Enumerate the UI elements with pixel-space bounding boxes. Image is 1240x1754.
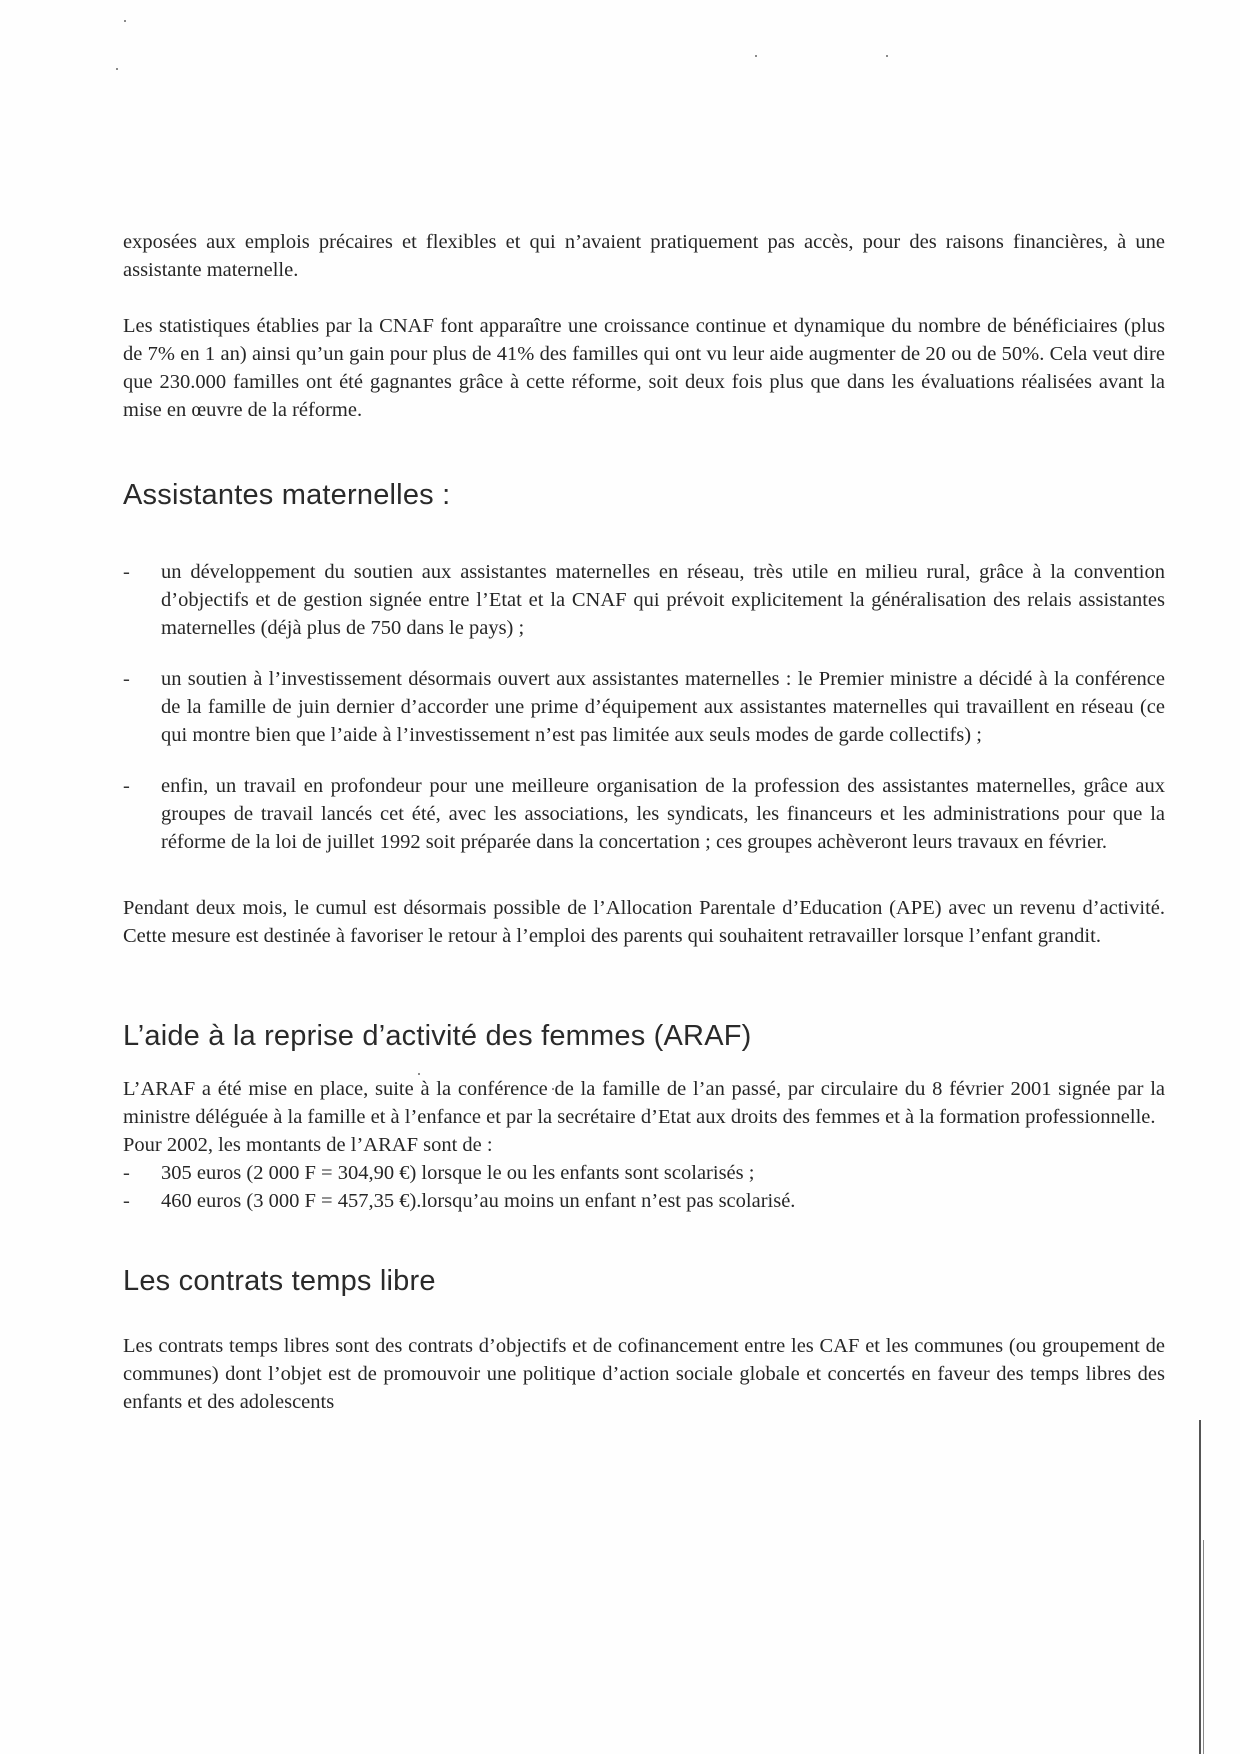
list-item: [123, 665, 1165, 749]
section-heading-araf: L’aide à la reprise d’activité des femmes (ARAF): [123, 1020, 752, 1052]
intro-paragraph-2: Les statistiques établies par la CNAF font apparaître une croissance continue et dynamique du nombre de bénéficiaires (plus de 7% en 1 an) ainsi qu’un gain pour plus de 41% des familles qui ont vu leur aide augmenter de 20 ou de 50%. Cela veut dire que 230.000 familles ont été gagnantes grâce à cette réforme, soit deux fois plus que dans les évaluations réalisées avant la mise en œuvre de la réforme.: [123, 315, 1165, 421]
list-dash: -: [123, 668, 130, 690]
temps-libre-paragraph: Les contrats temps libres sont des contrats d’objectifs et de cofinancement entre les CAF et les communes (ou groupement de communes) dont l’objet est de promouvoir une politique d’action sociale globale et concertés en faveur des temps libres des enfants et des adolescents: [123, 1335, 1165, 1413]
list-item-text: un soutien à l’investissement désormais ouvert aux assistantes maternelles : le Premier ministre a décidé à la conférence de la famille de juin dernier d’accorder une prime d’équipement aux assistantes maternelles qui travaillent en réseau (ce qui montre bien que l’aide à l’investissement n’est pas limitée aux seuls modes de garde collectifs) ;: [161, 668, 1165, 746]
scan-edge-line: [1199, 1420, 1201, 1754]
list-item-text: un développement du soutien aux assistantes maternelles en réseau, très utile en milieu rural, grâce à la convention d’objectifs et de gestion signée entre l’Etat et la CNAF qui prévoit explicitement la généralisation des relais assistantes maternelles (déjà plus de 750 dans le pays) ;: [161, 561, 1165, 639]
list-dash: -: [123, 1190, 130, 1212]
list-dash: -: [123, 1162, 130, 1184]
list-item: [123, 772, 1165, 856]
araf-amounts-list: [123, 1159, 1165, 1215]
list-item: [123, 558, 1165, 642]
section-heading-temps-libre: Les contrats temps libre: [123, 1265, 436, 1297]
intro-paragraph-1: exposées aux emplois précaires et flexibles et qui n’avaient pratiquement pas accès, pour des raisons financières, à une assistante maternelle.: [123, 231, 1165, 281]
list-dash: -: [123, 561, 130, 583]
assistantes-list: [123, 558, 1165, 856]
list-item: [123, 1159, 1165, 1187]
scan-edge-line: [1203, 1540, 1204, 1754]
list-item-text: 305 euros (2 000 F = 304,90 €) lorsque le ou les enfants sont scolarisés ;: [161, 1162, 755, 1184]
list-dash: -: [123, 775, 130, 797]
list-item-text: 460 euros (3 000 F = 457,35 €).lorsqu’au moins un enfant n’est pas scolarisé.: [161, 1190, 796, 1212]
araf-amounts-intro: Pour 2002, les montants de l’ARAF sont de :: [123, 1134, 493, 1156]
scan-speck: [755, 55, 757, 57]
document-body: [123, 228, 1165, 1416]
scan-speck: [886, 55, 888, 57]
list-item-text: enfin, un travail en profondeur pour une meilleure organisation de la profession des assistantes maternelles, grâce aux groupes de travail lancés cet été, avec les associations, les syndicats, les financeurs et les administrations pour que la réforme de la loi de juillet 1992 soit préparée dans la concertation ; ces groupes achèveront leurs travaux en février.: [161, 775, 1165, 853]
scan-speck: [116, 68, 118, 70]
ape-paragraph: Pendant deux mois, le cumul est désormais possible de l’Allocation Parentale d’Education (APE) avec un revenu d’activité. Cette mesure est destinée à favoriser le retour à l’emploi des parents qui souhaitent retravailler lorsque l’enfant grandit.: [123, 897, 1165, 947]
section-heading-assistantes: Assistantes maternelles :: [123, 479, 451, 511]
araf-paragraph: L’ARAF a été mise en place, suite à la conférence de la famille de l’an passé, par circulaire du 8 février 2001 signée par la ministre déléguée à la famille et à l’enfance et par la secrétaire d’Etat aux droits des femmes et à la formation professionnelle.: [123, 1078, 1165, 1128]
list-item: [123, 1187, 1165, 1215]
scan-speck: [124, 20, 126, 22]
